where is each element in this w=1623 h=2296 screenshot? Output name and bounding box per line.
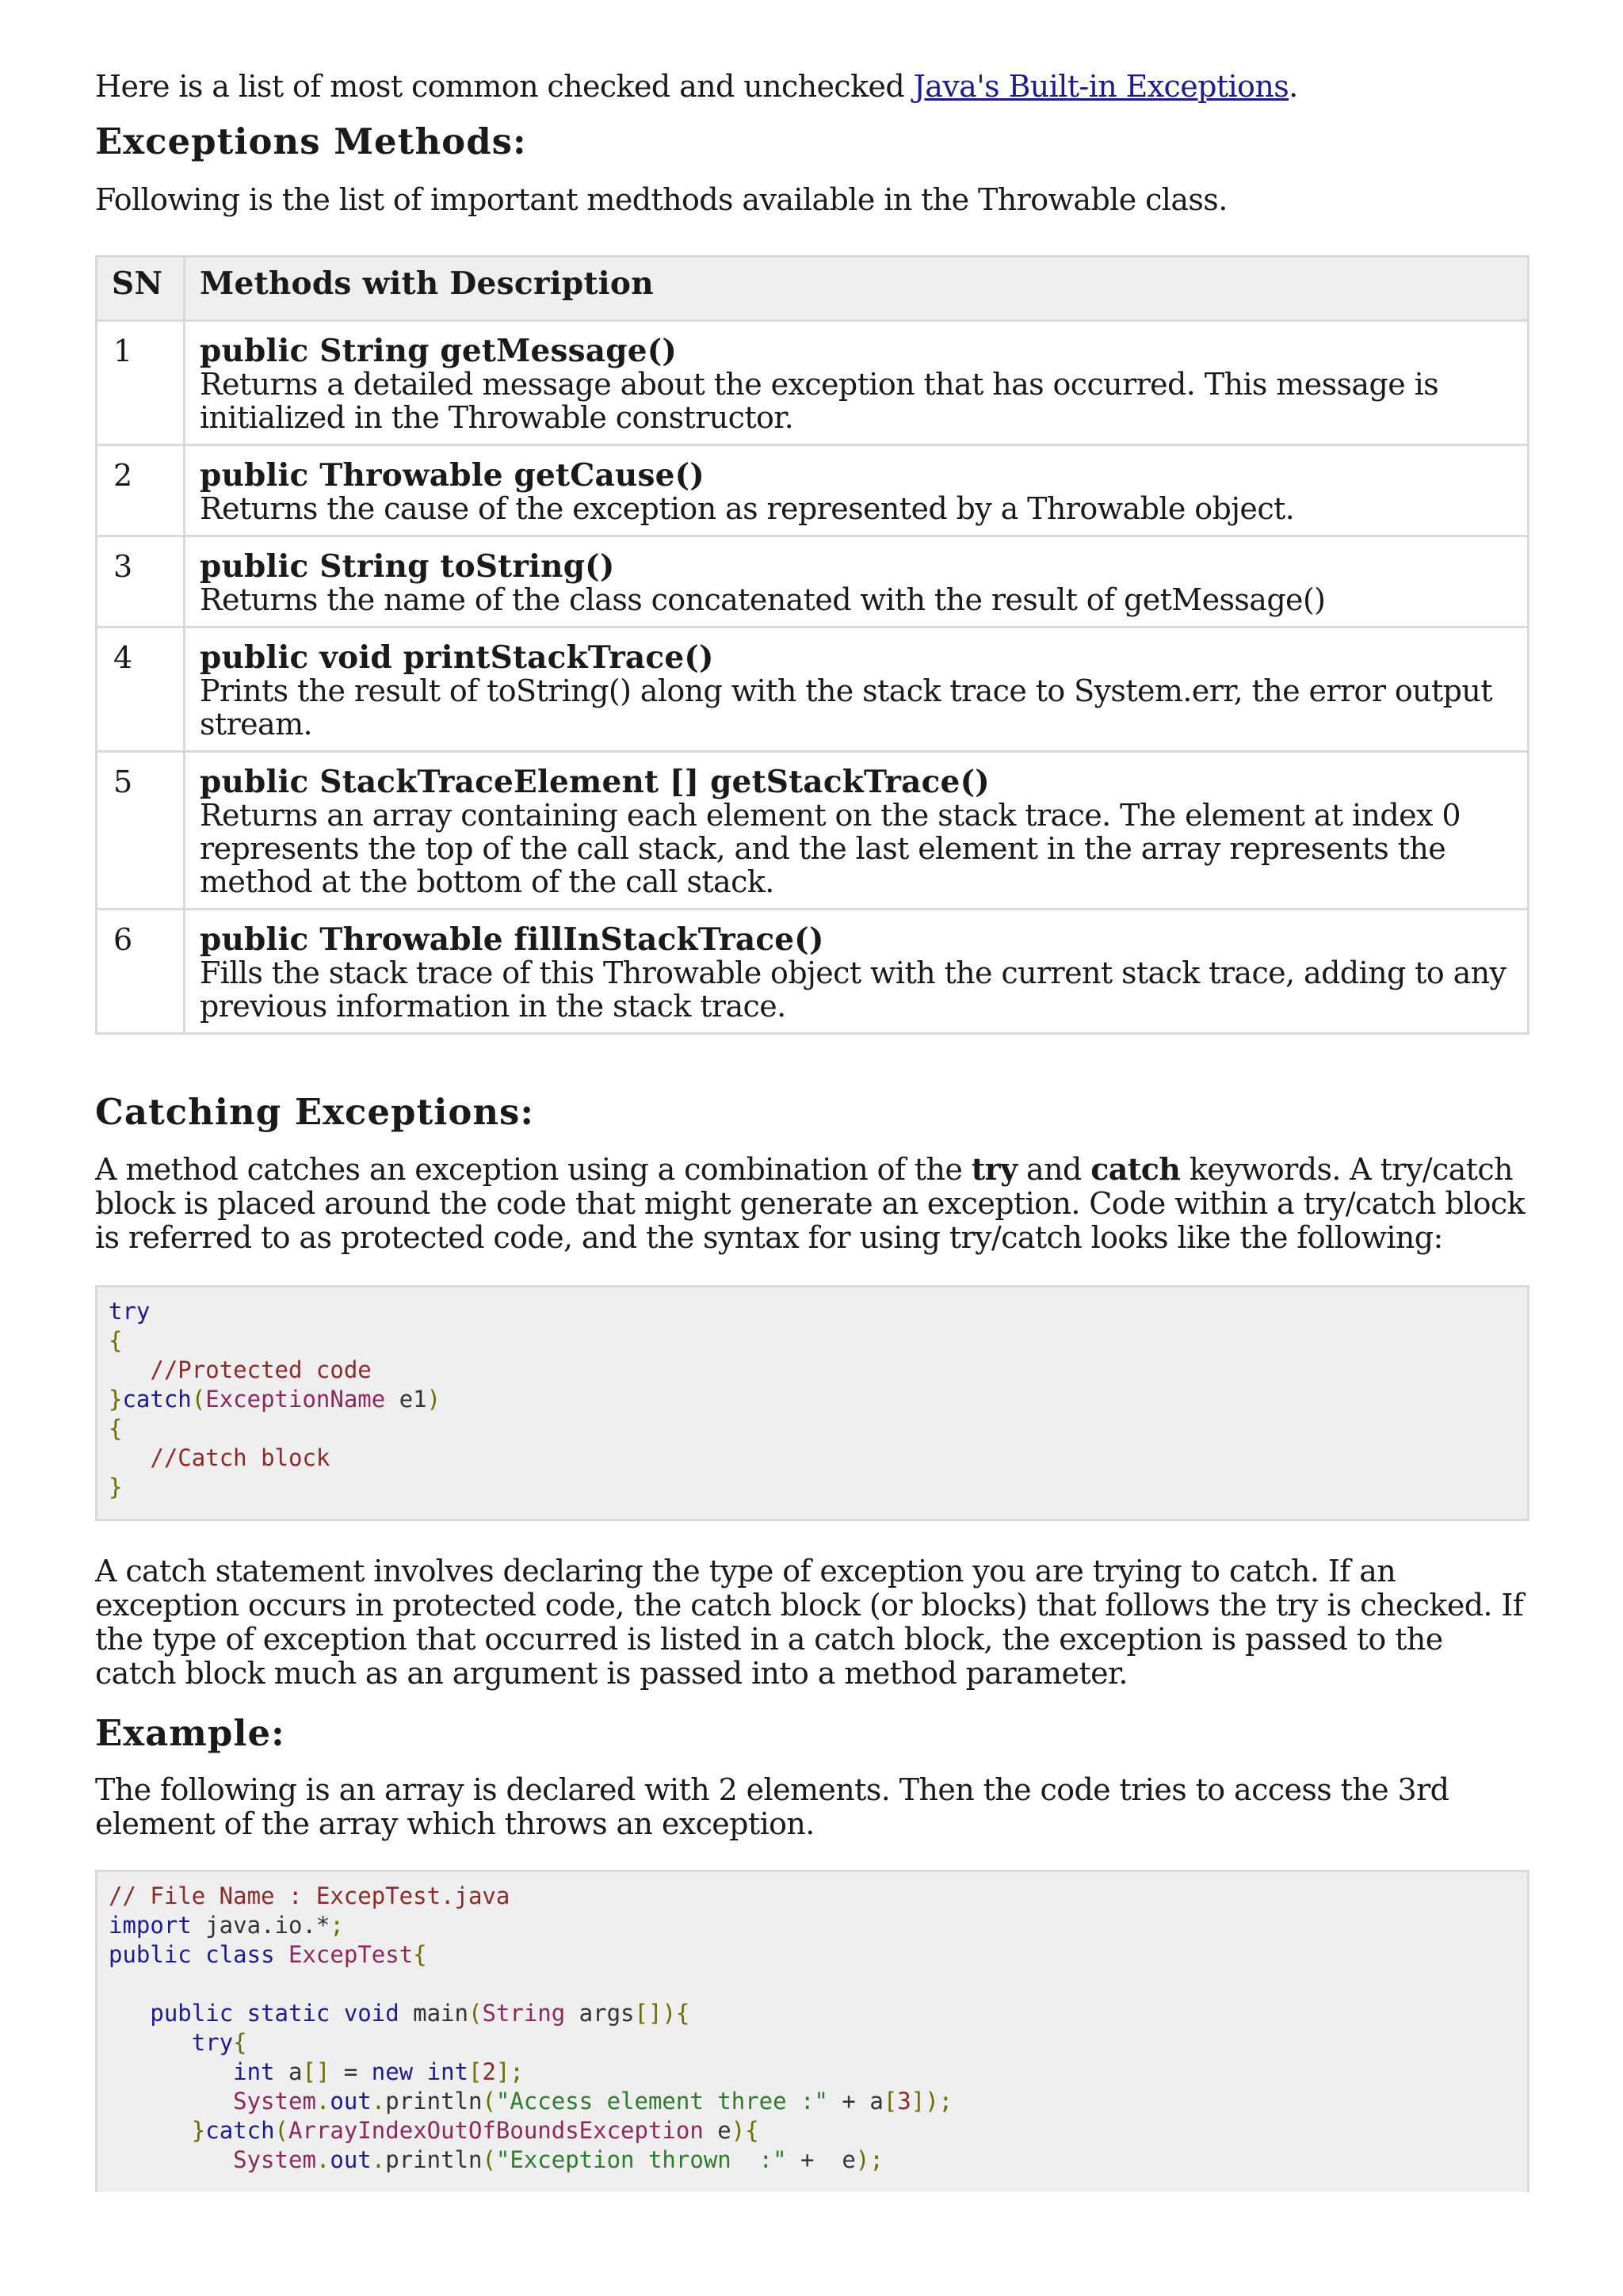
row-method — [185, 910, 1529, 1034]
code-token: public — [109, 1941, 192, 1968]
code-token: 2 — [482, 2058, 496, 2085]
code-token: { — [233, 2029, 247, 2056]
table-row — [97, 536, 1529, 627]
method-description: Returns a detailed message about the exception that has occurred. This message is initialized in the Throwable constructor. — [200, 367, 1439, 435]
code-token: a — [274, 2058, 303, 2085]
row-sn: 1 — [97, 321, 185, 445]
code-token: int — [233, 2058, 275, 2085]
methods-table — [95, 255, 1529, 1035]
row-method — [185, 536, 1529, 627]
example-code: // File Name : ExcepTest.java import java.io.*; public class ExcepTest{ public static void main(String args[]){ try{ int a[] = new int[2]; System.out.println("Access element three :" + a[3]); }catch(ArrayIndexOutOfBoundsException e){ System.out.println("Exception thrown :" + e); — [95, 1870, 1529, 2192]
code-token: e1 — [385, 1386, 427, 1413]
code-token: e — [703, 2117, 731, 2144]
code-token: main — [399, 2000, 468, 2027]
code-string: "Exception thrown :" — [495, 2146, 787, 2173]
methods-intro-text: Following is the list of important medthods available in the Throwable class. — [95, 182, 1228, 217]
code-token: catch — [122, 1386, 192, 1413]
code-token: 3 — [897, 2088, 911, 2115]
code-token: } — [109, 1386, 123, 1413]
catching-text-c: keywords. A try/catch block is placed around the code that might generate an exception. Code within a try/catch block is referred to as protected code, and the syntax for using try/catch looks like the following: — [95, 1152, 1525, 1255]
code-token: int — [426, 2058, 469, 2085]
method-signature: public StackTraceElement [] getStackTrace() — [200, 764, 990, 800]
code-token: e — [827, 2146, 856, 2173]
method-signature: public Throwable fillInStackTrace() — [200, 921, 824, 958]
code-token: []) — [634, 2000, 676, 2027]
row-method — [185, 445, 1529, 536]
code-token: ; — [330, 1912, 344, 1939]
catching-text-b: and — [1017, 1152, 1091, 1187]
code-token: try — [109, 1298, 151, 1325]
code-token: import — [109, 1912, 192, 1939]
code-comment: // File Name : ExcepTest.java — [109, 1882, 510, 1909]
row-sn: 6 — [97, 910, 185, 1034]
code-token: System — [233, 2088, 316, 2115]
code-token: args — [565, 2000, 635, 2027]
code-token: public static void — [150, 2000, 399, 2027]
sn-header: SN — [97, 257, 185, 321]
code-token: { — [109, 1415, 123, 1442]
catch-statement-paragraph: A catch statement involves declaring the type of exception you are trying to catch. If an exception occurs in protected code, the catch block (or blocks) that follows the try is checked. If the type of exception that occurred is listed in a catch block, the exception is passed to the catch block much as an argument is passed into a method parameter. — [95, 1554, 1524, 1691]
code-token: { — [109, 1327, 123, 1354]
page-content — [95, 70, 1529, 2192]
catching-paragraph — [95, 1152, 1529, 1255]
method-description: Returns the cause of the exception as represented by a Throwable object. — [200, 491, 1295, 526]
table-row — [97, 910, 1529, 1034]
code-token: try — [191, 2029, 234, 2056]
code-token: + — [786, 2146, 828, 2173]
code-token: System — [233, 2146, 316, 2173]
try-keyword: try — [971, 1151, 1018, 1187]
method-description: Fills the stack trace of this Throwable object with the current stack trace, adding to any previous information in the stack trace. — [200, 955, 1507, 1024]
exceptions-methods-heading: Exceptions Methods: — [95, 120, 527, 162]
row-method — [185, 627, 1529, 752]
code-token: class — [205, 1941, 275, 1968]
code-token: } — [109, 1474, 123, 1501]
method-description: Returns an array containing each element on the stack trace. The element at index 0 represents the top of the call stack, and the last element in the array represents the method at the bottom of the call stack. — [200, 798, 1461, 899]
code-token: ( — [191, 1386, 206, 1413]
catching-text-a: A method catches an exception using a combination of the — [95, 1152, 972, 1187]
code-token: + — [827, 2088, 870, 2115]
code-token: println — [385, 2146, 483, 2173]
row-sn: 4 — [97, 627, 185, 752]
method-description: Prints the result of toString() along with the stack trace to System.err, the error output stream. — [200, 673, 1492, 742]
code-token: { — [675, 2000, 690, 2027]
method-description: Returns the name of the class concatenated with the result of getMessage() — [200, 582, 1326, 617]
table-row — [97, 445, 1529, 536]
code-token: { — [413, 1941, 427, 1968]
intro-period: . — [1289, 69, 1298, 104]
code-token: catch — [205, 2117, 275, 2144]
code-string: "Access element three :" — [495, 2088, 828, 2115]
row-method — [185, 321, 1529, 445]
method-signature: public void printStackTrace() — [200, 639, 714, 676]
code-token: ) — [426, 1386, 441, 1413]
methods-table-header-row — [97, 257, 1529, 321]
table-row — [97, 627, 1529, 752]
method-signature: public String toString() — [200, 548, 615, 585]
row-sn: 3 — [97, 536, 185, 627]
try-catch-syntax-code — [95, 1285, 1529, 1521]
intro-text: Here is a list of most common checked and unchecked — [95, 69, 914, 104]
method-signature: public String getMessage() — [200, 333, 678, 369]
example-heading: Example: — [95, 1712, 285, 1754]
row-method — [185, 752, 1529, 910]
table-row — [97, 752, 1529, 910]
builtin-exceptions-link[interactable]: Java's Built-in Exceptions — [913, 69, 1289, 104]
code-token: java.io.* — [191, 1912, 330, 1939]
code-token: new — [371, 2058, 414, 2085]
table-row — [97, 321, 1529, 445]
catch-keyword: catch — [1090, 1151, 1181, 1187]
catching-exceptions-heading: Catching Exceptions: — [95, 1091, 535, 1133]
row-sn: 2 — [97, 445, 185, 536]
code-comment: //Protected code — [150, 1356, 372, 1383]
description-header: Methods with Description — [185, 257, 1529, 321]
code-token: println — [385, 2088, 483, 2115]
code-token: ArrayIndexOutOfBoundsException — [288, 2117, 704, 2144]
method-signature: public Throwable getCause() — [200, 457, 705, 494]
example-text: The following is an array is declared with 2 elements. Then the code tries to access the 3rd element of the array which throws an exception. — [95, 1772, 1449, 1841]
code-token: ExceptionName — [205, 1386, 386, 1413]
code-token: a — [869, 2088, 884, 2115]
intro-paragraph — [95, 70, 1529, 104]
code-token: String — [482, 2000, 566, 2027]
code-token: out — [330, 2088, 372, 2115]
code-comment: //Catch block — [150, 1444, 330, 1471]
code-token: ExcepTest — [288, 1941, 414, 1968]
code-token: out — [330, 2146, 372, 2173]
row-sn: 5 — [97, 752, 185, 910]
code-token: = — [330, 2058, 372, 2085]
